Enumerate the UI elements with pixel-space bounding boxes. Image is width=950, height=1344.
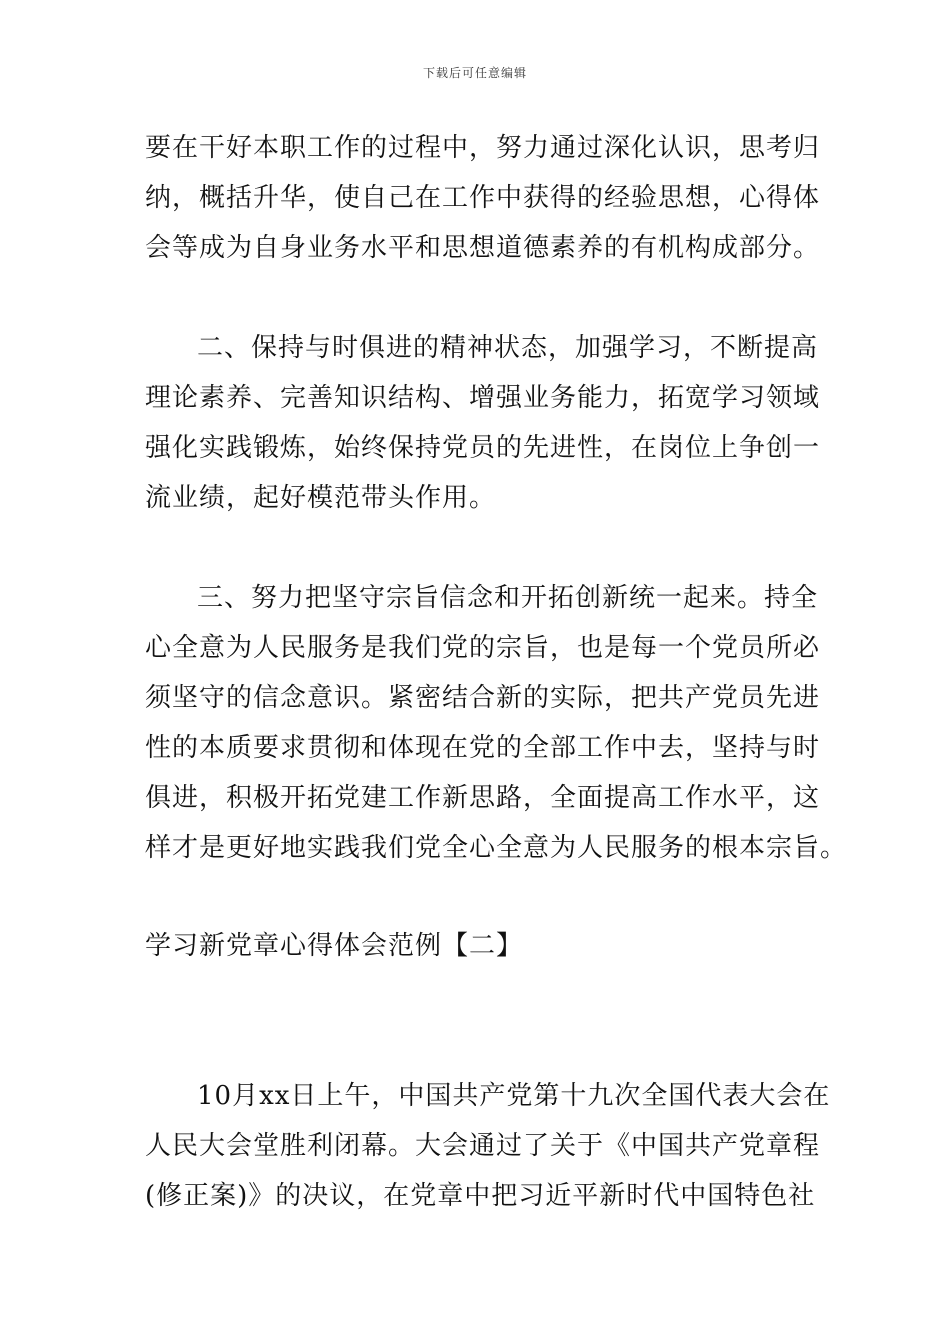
section-heading: 学习新党章心得体会范例【二】 [145,931,524,961]
text-line: 会等成为自身业务水平和思想道德素养的有机构成部分。 [145,233,821,263]
text-line: 性的本质要求贯彻和体现在党的全部工作中去，坚持与时 [145,733,821,763]
text-line: (修正案)》的决议，在党章中把习近平新时代中国特色社 [145,1181,816,1211]
text-line: 要在干好本职工作的过程中，努力通过深化认识，思考归 [145,133,821,163]
text-line: 纳，概括升华，使自己在工作中获得的经验思想，心得体 [145,183,821,213]
page-header-note: 下载后可任意编辑 [422,66,527,80]
text-line: 二、保持与时俱进的精神状态，加强学习，不断提高 [197,333,819,363]
text-line: 10月xx日上午，中国共产党第十九次全国代表大会在 [197,1081,831,1111]
text-line: 样才是更好地实践我们党全心全意为人民服务的根本宗旨。 [145,833,848,863]
text-line: 心全意为人民服务是我们党的宗旨，也是每一个党员所必 [145,633,821,663]
text-line: 人民大会堂胜利闭幕。大会通过了关于《中国共产党章程 [145,1131,821,1161]
text-line: 三、努力把坚守宗旨信念和开拓创新统一起来。持全 [197,583,819,613]
text-line: 理论素养、完善知识结构、增强业务能力，拓宽学习领域 [145,383,821,413]
text-line: 须坚守的信念意识。紧密结合新的实际，把共产党员先进 [145,683,821,713]
text-line: 强化实践锻炼，始终保持党员的先进性，在岗位上争创一 [145,433,821,463]
text-line: 流业绩，起好模范带头作用。 [145,483,497,513]
text-line: 俱进，积极开拓党建工作新思路，全面提高工作水平，这 [145,783,821,813]
